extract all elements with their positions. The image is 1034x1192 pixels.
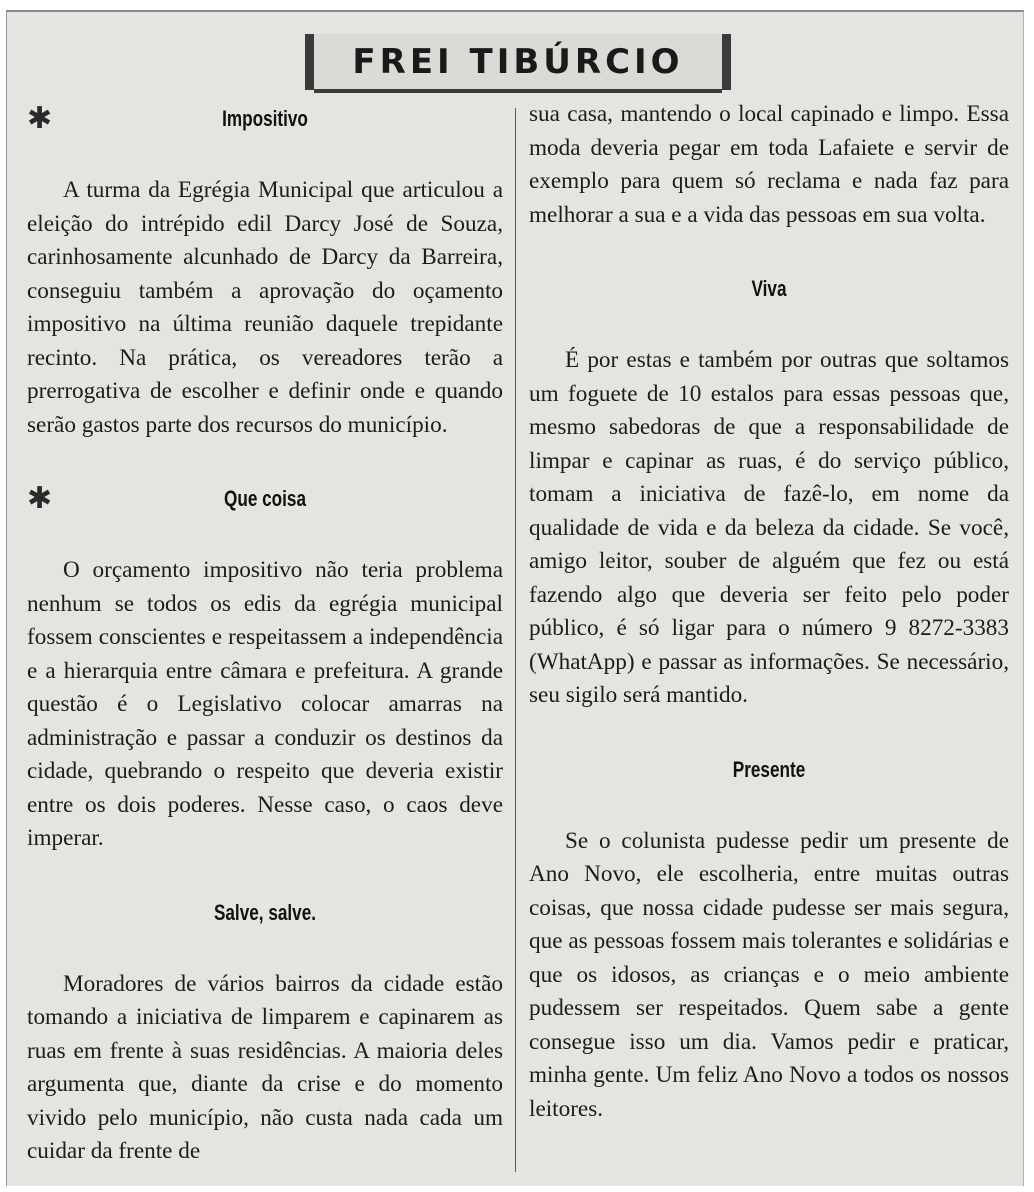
column-header	[305, 34, 731, 90]
section-text-presente: Se o colunista pudesse pedir um presente de Ano Novo, ele escolheria, entre muitas outras coisas, que nossa cidade pudesse ser mais segura, que as pessoas fossem mais tolerantes e solidárias e que os idosos, as crianças e o meio ambiente pudessem ser respeitados. Quem sabe a gente consegue isso um dia. Vamos pedir e praticar, minha gente. Um feliz Ano Novo a todos os nossos leitores.	[529, 827, 1009, 1122]
section-heading-salve-salve: Salve, salve.	[213, 899, 317, 925]
left-column	[27, 104, 503, 1169]
section-text-que-coisa: O orçamento impositivo não teria problema nenhum se todos os edis da egrégia municipal fossem conscientes e respeitassem a independência e a hierarquia entre câmara e prefeitura. A grande questão é o Legislativo colocar amarras na administração e passar a conduzir os destinos da cidade, quebrando o respeito que deveria existir entre os dois poderes. Nesse caso, o caos deve imperar.	[27, 557, 503, 851]
right-column	[529, 98, 1009, 1126]
column-title: FREI TIBÚRCIO	[352, 42, 684, 82]
section-text-impositivo: A turma da Egrégia Municipal que articulou a eleição do intrépido edil Darcy José de Souza, carinhosamente alcunhado de Darcy da Barreira, conseguiu também a aprovação do oçamento impositivo na última reunião daquele trepidante recinto. Na prática, os vereadores terão a prerrogativa de escolher e definir onde e quando serão gastos parte dos recursos do município.	[27, 177, 503, 438]
asterisk-bullet-icon: ✱	[27, 482, 53, 515]
section-heading-presente: Presente	[732, 756, 806, 782]
section-text-salve-salve: Moradores de vários bairros da cidade estão tomando a iniciativa de limparem e capinarem as ruas em frente à suas residências. A maioria deles argumenta que, diante da crise e do momento vivido pelo município, não custa nada cada um cuidar da frente de	[27, 970, 503, 1164]
asterisk-bullet-icon: ✱	[27, 102, 53, 135]
section-heading-viva: Viva	[751, 276, 787, 301]
newspaper-clipping	[6, 10, 1024, 1186]
section-heading-impositivo: Impositivo	[222, 106, 308, 131]
section-text-continuation: sua casa, mantendo o local capinado e limpo. Essa moda deveria pegar em toda Lafaiete e servir de exemplo para quem só reclama e nada faz para melhorar a sua e a vida das pessoas em sua volta.	[529, 101, 1009, 228]
column-divider	[515, 108, 516, 1172]
section-heading-que-coisa: Que coisa	[223, 486, 307, 511]
section-text-viva: É por estas e também por outras que soltamos um foguete de 10 estalos para essas pessoas que, mesmo sabedoras de que a responsabilidade de limpar e capinar as ruas, é do serviço público, tomam a iniciativa de fazê-lo, em nome da qualidade de vida e da beleza da cidade. Se você, amigo leitor, souber de alguém que fez ou está fazendo algo que deveria ser feito pelo poder público, é só ligar para o número 9 8272-3383 (WhatApp) e passar as informações. Se necessário, seu sigilo será mantido.	[529, 347, 1009, 708]
